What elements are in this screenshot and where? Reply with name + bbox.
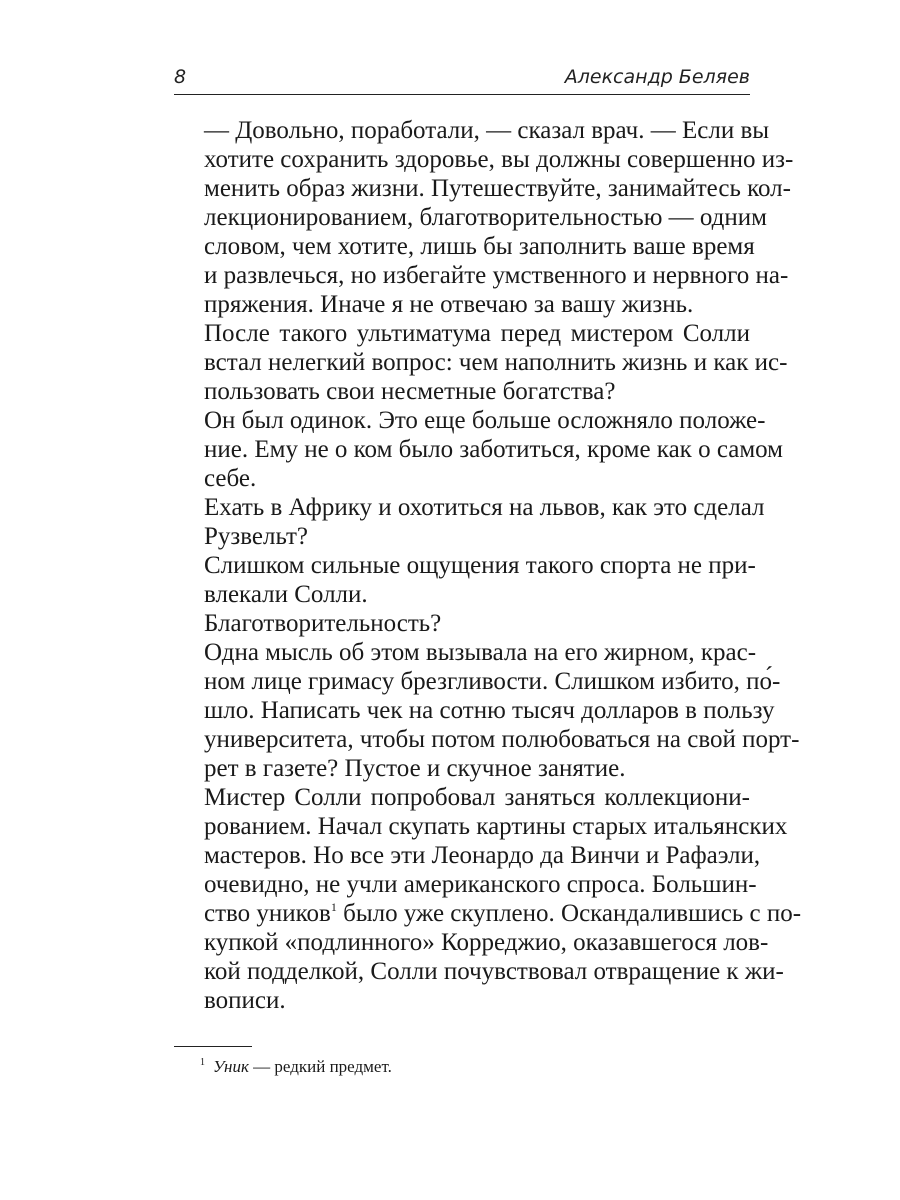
paragraph <box>174 551 756 609</box>
footnote-mark: 1 <box>200 1057 205 1068</box>
text-line: рет в газете? Пустое и скучное занятие. <box>204 755 626 782</box>
text-line: ном лице гримасу брезгливости. Слишком избито, по́- <box>204 668 781 695</box>
text-line <box>174 899 802 928</box>
text-line: пряжения. Иначе я не отвечаю за вашу жизнь. <box>204 291 694 318</box>
page-number: 8 <box>174 66 187 88</box>
text-line: Он был одинок. Это еще больше осложняло положе- <box>204 407 766 434</box>
text-line: вописи. <box>204 987 286 1014</box>
text-line: университета, чтобы потом полюбоваться на свой порт- <box>204 726 800 753</box>
text-line: кой подделкой, Солли почувствовал отвращение к жи- <box>204 958 784 985</box>
paragraph <box>174 116 794 319</box>
running-head <box>174 66 750 95</box>
paragraph <box>174 406 783 493</box>
text-line: встал нелегкий вопрос: чем наполнить жизнь и как ис- <box>204 349 788 376</box>
text-line: шло. Написать чек на сотню тысяч долларов в пользу <box>204 697 775 724</box>
text-line: рованием. Начал скупать картины старых итальянских <box>204 813 788 840</box>
text-line: — Довольно, поработали, — сказал врач. — Если вы <box>204 117 770 144</box>
text-line: Мистер Солли попробовал заняться коллекциони- <box>204 784 750 811</box>
text-line: лекционированием, благотворительностью — одним <box>204 204 767 231</box>
paragraph <box>174 493 765 551</box>
text-line: Одна мысль об этом вызывала на его жирном, крас- <box>204 639 757 666</box>
running-title: Александр Беляев <box>564 66 750 88</box>
text-line: Рузвельт? <box>204 523 308 550</box>
footnote-definition: — редкий предмет. <box>248 1057 392 1076</box>
text-line: влекали Солли. <box>204 581 368 608</box>
text-fragment: было уже скуплено. Оскандалившись с по- <box>336 900 802 927</box>
text-line: себе. <box>204 465 257 492</box>
text-line: Слишком сильные ощущения такого спорта не при- <box>204 552 756 579</box>
text-line: очевидно, не учли американского спроса. Большин- <box>204 871 757 898</box>
footnote-reference: 1 <box>330 900 337 914</box>
text-line: ние. Ему не о ком было заботиться, кроме как о самом <box>204 436 783 463</box>
text-line: словом, чем хотите, лишь бы заполнить ваше время <box>204 233 755 260</box>
text-fragment: ство уников <box>204 900 331 927</box>
footnote-term: Уник <box>213 1057 249 1076</box>
text-line: купкой «подлинного» Корреджио, оказавшегося лов- <box>204 929 769 956</box>
text-line: пользовать свои несметные богатства? <box>204 378 616 405</box>
text-line: и развлечься, но избегайте умственного и нервного на- <box>204 262 789 289</box>
body-text <box>174 116 802 1015</box>
text-line: мастеров. Но все эти Леонардо да Винчи и Рафаэли, <box>204 842 761 869</box>
footnote <box>200 1052 392 1078</box>
text-line: После такого ультиматума перед мистером Солли <box>204 320 750 347</box>
paragraph <box>174 609 750 638</box>
paragraph <box>174 783 802 1015</box>
footnote-divider <box>174 1046 252 1047</box>
text-line: Ехать в Африку и охотиться на львов, как это сделал <box>204 494 765 521</box>
text-line: Благотворительность? <box>204 610 442 637</box>
text-line: менить образ жизни. Путешествуйте, занимайтесь кол- <box>204 175 791 202</box>
text-line: хотите сохранить здоровье, вы должны совершенно из- <box>204 146 794 173</box>
paragraph <box>174 638 800 783</box>
paragraph <box>174 319 788 406</box>
